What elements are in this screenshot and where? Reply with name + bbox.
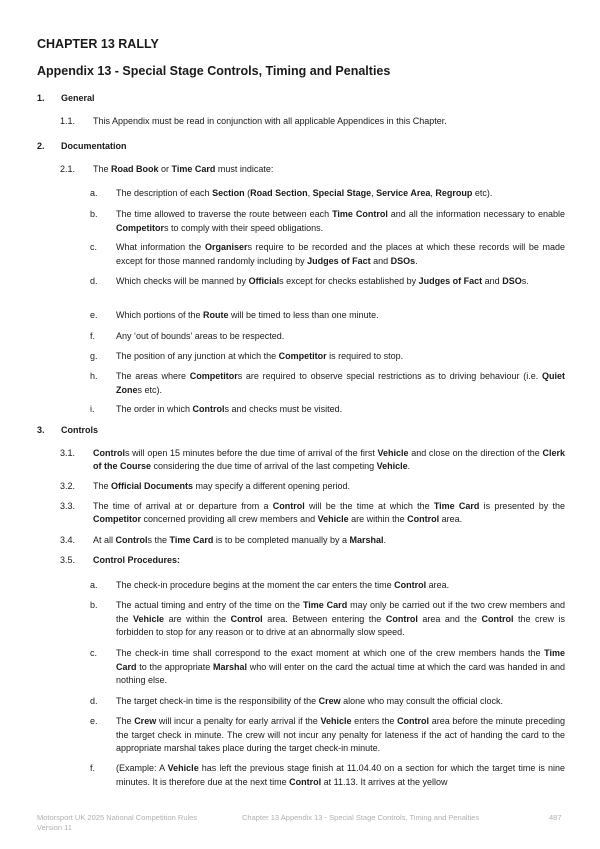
list-marker: d. bbox=[90, 696, 98, 706]
list-marker: a. bbox=[90, 188, 98, 198]
paragraph-3-1 bbox=[60, 447, 565, 473]
footer-left bbox=[37, 813, 197, 833]
list-item-text: The position of any junction at which the Competitor is required to stop. bbox=[116, 351, 404, 361]
paragraph-text: At all Controls the Time Card is to be completed manually by a Marshal. bbox=[93, 535, 386, 545]
footer-chapter-reference: Chapter 13 Appendix 13 - Special Stage Controls, Timing and Penalties bbox=[242, 813, 480, 822]
list-marker: e. bbox=[90, 310, 98, 320]
list-marker: b. bbox=[90, 209, 98, 219]
list-marker: c. bbox=[90, 648, 98, 658]
list-item-3-5-b bbox=[90, 599, 565, 640]
section-number: 1. bbox=[37, 93, 45, 103]
paragraph-text: The time of arrival at or departure from a Control will be the time at which the Time Card is presented by the Competitor concerned providing all crew members and Vehicle are within the Control area. bbox=[93, 501, 565, 524]
list-marker: a. bbox=[90, 580, 98, 590]
paragraph-number: 3.4. bbox=[60, 535, 76, 545]
list-item-text: The target check-in time is the responsibility of the Crew alone who may consult the official clock. bbox=[116, 696, 504, 706]
paragraph-number: 2.1. bbox=[60, 164, 76, 174]
list-item-text: The description of each Section (Road Section, Special Stage, Service Area, Regroup etc). bbox=[116, 188, 493, 198]
list-marker: f. bbox=[90, 331, 96, 341]
list-item-3-5-e bbox=[90, 715, 565, 756]
list-item-text: The areas where Competitors are required to observe special restrictions as to driving behaviour (i.e. Quiet Zones etc). bbox=[116, 371, 565, 395]
list-item-text: The actual timing and entry of the time on the Time Card may only be carried out if the two crew members and the Vehicle are within the Control area. Between entering the Control area and the Control the crew is forbidden to stop for any reason or to drive at an abnormally slow speed. bbox=[116, 600, 566, 638]
list-item-2-1-d bbox=[90, 275, 565, 289]
paragraph-1-1 bbox=[60, 115, 565, 128]
paragraph-number: 3.5. bbox=[60, 555, 76, 565]
list-marker: e. bbox=[90, 716, 98, 726]
list-marker: g. bbox=[90, 351, 98, 361]
paragraph-3-3 bbox=[60, 500, 565, 526]
paragraph-text: The Official Documents may specify a different opening period. bbox=[93, 481, 350, 491]
paragraph-3-4 bbox=[60, 534, 565, 547]
footer-version: Version 11 bbox=[37, 823, 72, 832]
list-item-text: The check-in procedure begins at the moment the car enters the time Control area. bbox=[116, 580, 450, 590]
list-item-2-1-b bbox=[90, 208, 565, 235]
paragraph-text: This Appendix must be read in conjunction with all applicable Appendices in this Chapter. bbox=[93, 116, 447, 126]
list-item-2-1-a bbox=[90, 187, 565, 201]
list-marker: d. bbox=[90, 276, 98, 286]
list-item-3-5-a bbox=[90, 579, 565, 593]
list-item-text: What information the Organisers require to be recorded and the places at which these records will be made except for those manned randomly including by Judges of Fact and DSOs. bbox=[116, 242, 565, 266]
list-marker: h. bbox=[90, 371, 98, 381]
list-item-3-5-f bbox=[90, 762, 565, 789]
list-item-text: Any ‘out of bounds’ areas to be respected. bbox=[116, 331, 285, 341]
list-item-2-1-i bbox=[90, 403, 565, 417]
paragraph-2-1 bbox=[60, 163, 565, 176]
section-title: Controls bbox=[61, 425, 98, 435]
footer-publication: Motorsport UK 2025 National Competition Rules bbox=[37, 813, 198, 822]
list-marker: c. bbox=[90, 242, 98, 252]
list-item-text: The check-in time shall correspond to the exact moment at which one of the crew members hands the Time Card to the appropriate Marshal who will enter on the card the actual time at which the card was handed in and nothing else. bbox=[116, 648, 565, 686]
list-item-2-1-c bbox=[90, 241, 565, 268]
section-title: General bbox=[61, 93, 95, 103]
chapter-title: CHAPTER 13 RALLY bbox=[37, 37, 159, 51]
list-marker: i. bbox=[90, 404, 95, 414]
list-item-2-1-h bbox=[90, 370, 565, 397]
footer-page-number: 487 bbox=[549, 813, 562, 822]
paragraph-number: 3.1. bbox=[60, 448, 76, 458]
list-item-3-5-d bbox=[90, 695, 565, 709]
list-item-text: The Crew will incur a penalty for early arrival if the Vehicle enters the Control area before the minute preceding the target check in minute. The crew will not incur any penalty for lateness if the act of handing the card to the appropriate marshal takes place during the target check-in minute. bbox=[116, 716, 566, 754]
list-item-text: The order in which Controls and checks must be visited. bbox=[116, 404, 343, 414]
list-item-text: Which checks will be manned by Officials except for checks established by Judges of Fact and DSOs. bbox=[116, 276, 529, 286]
paragraph-number: 3.3. bbox=[60, 501, 76, 511]
list-item-2-1-f bbox=[90, 330, 565, 344]
list-item-text: Which portions of the Route will be timed to less than one minute. bbox=[116, 310, 379, 320]
paragraph-number: 1.1. bbox=[60, 116, 76, 126]
list-item-text: (Example: A Vehicle has left the previous stage finish at 11.04.40 on a section for which the target time is nine minutes. It is therefore due at the next time Control at 11.13. It arrives at the yellow bbox=[116, 763, 565, 787]
list-item-text: The time allowed to traverse the route between each Time Control and all the information necessary to enable Competitors to comply with their speed obligations. bbox=[116, 209, 566, 233]
paragraph-3-5 bbox=[60, 554, 565, 567]
appendix-title: Appendix 13 - Special Stage Controls, Timing and Penalties bbox=[37, 64, 391, 78]
paragraph-text: Controls will open 15 minutes before the due time of arrival of the first Vehicle and close on the direction of the Clerk of the Course considering the due time of arrival of the last competing Vehicle. bbox=[93, 448, 565, 471]
paragraph-number: 3.2. bbox=[60, 481, 76, 491]
list-marker: f. bbox=[90, 763, 96, 773]
paragraph-text: The Road Book or Time Card must indicate: bbox=[93, 164, 274, 174]
list-item-2-1-e bbox=[90, 309, 565, 323]
section-number: 2. bbox=[37, 141, 45, 151]
list-item-3-5-c bbox=[90, 647, 565, 688]
section-title: Documentation bbox=[61, 141, 127, 151]
section-number: 3. bbox=[37, 425, 45, 435]
paragraph-3-2 bbox=[60, 480, 565, 493]
list-item-2-1-g bbox=[90, 350, 565, 364]
list-marker: b. bbox=[90, 600, 98, 610]
paragraph-text: Control Procedures: bbox=[93, 555, 181, 565]
